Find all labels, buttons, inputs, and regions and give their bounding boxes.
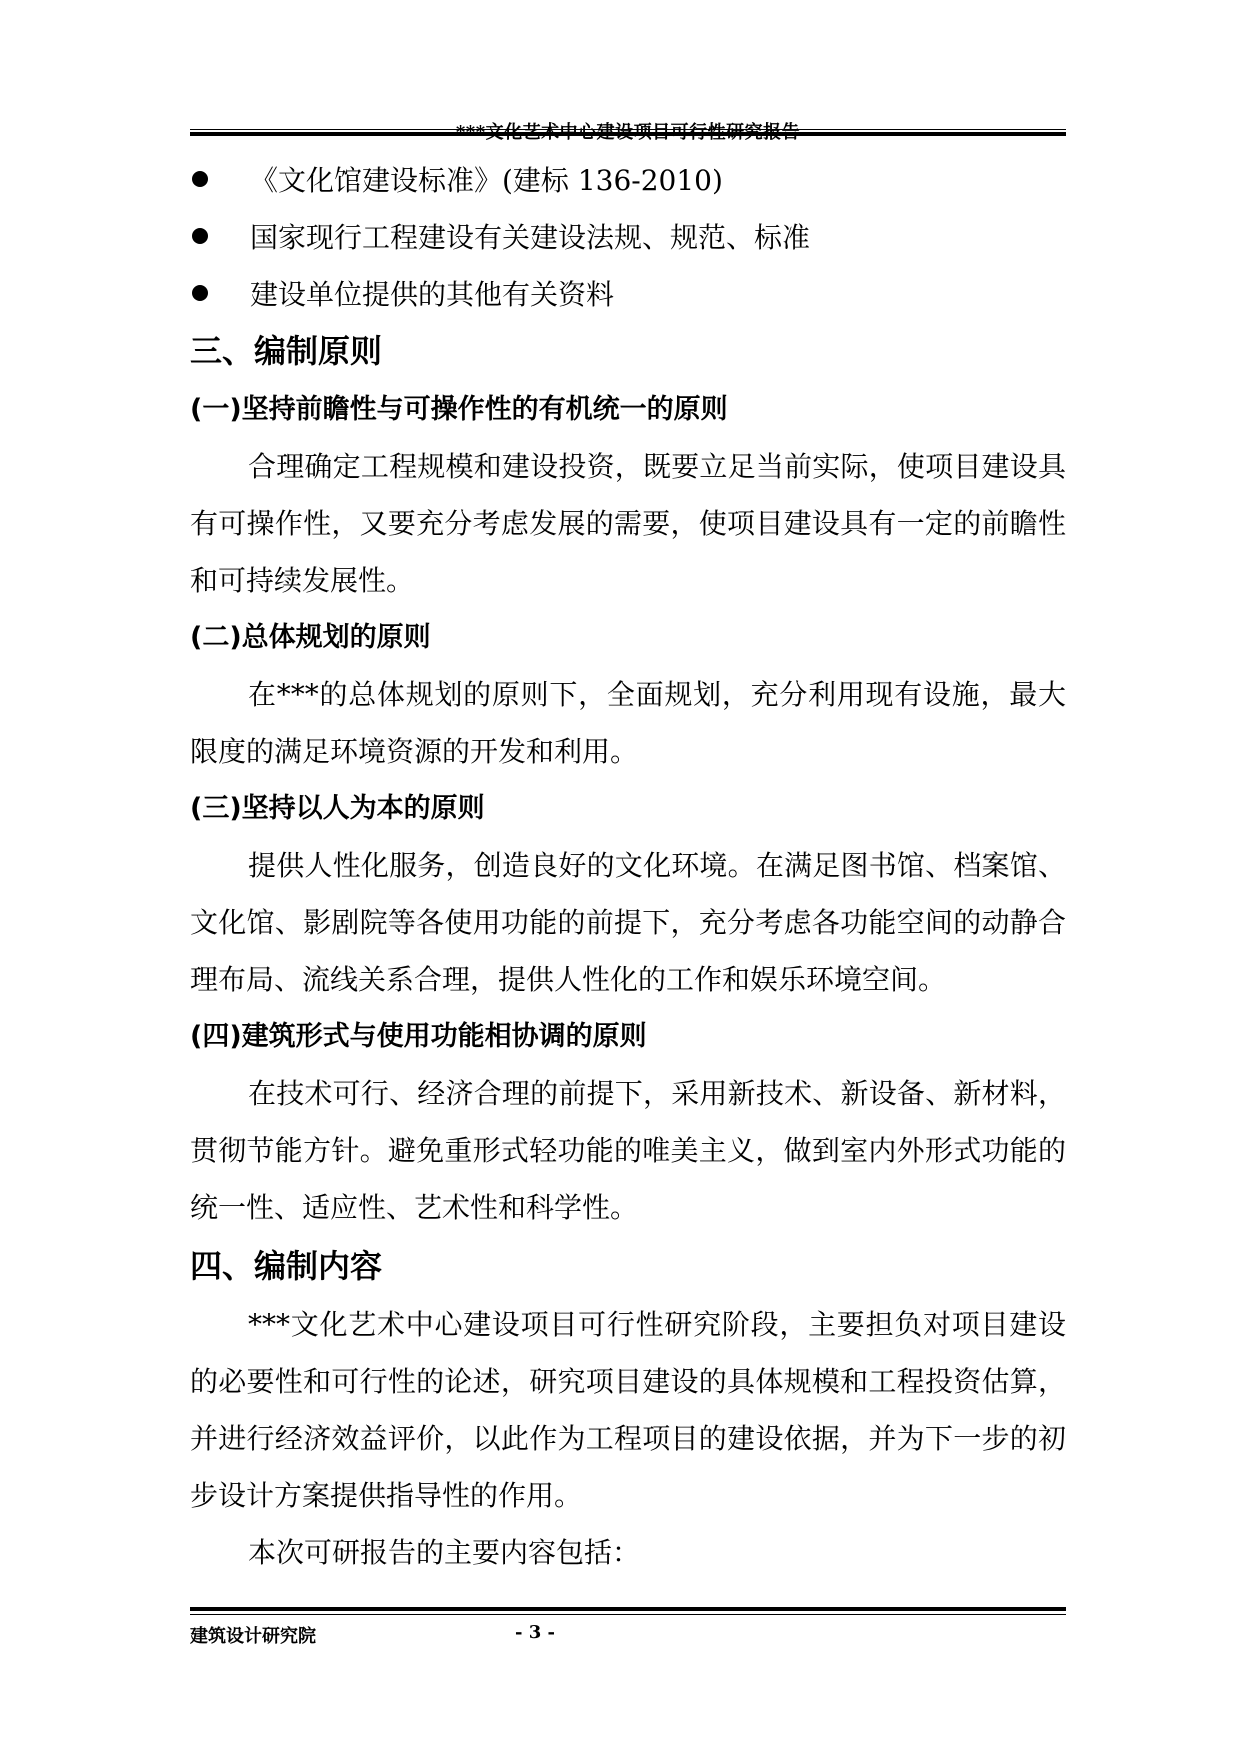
bullet-icon	[192, 171, 208, 187]
subsection-heading: (一)坚持前瞻性与可操作性的有机统一的原则	[190, 394, 728, 425]
paragraph: 提供人性化服务，创造良好的文化环境。在满足图书馆、档案馆、文化馆、影剧院等各使用功能的前提下，充分考虑各功能空间的动静合理布局、流线关系合理，提供人性化的工作和娱乐环境空间。	[190, 849, 1066, 996]
header-rule-thin	[190, 129, 1066, 130]
footer-organization: 建筑设计研究院	[190, 1626, 316, 1647]
list-item-text: 《文化馆建设标准》(建标 136-2010)	[250, 163, 723, 197]
subsection-heading: (二)总体规划的原则	[190, 622, 431, 653]
section-heading: 四、编制内容	[190, 1247, 383, 1285]
list-item-text: 建设单位提供的其他有关资料	[250, 277, 615, 311]
subsection-heading: (三)坚持以人为本的原则	[190, 793, 485, 824]
document-body	[190, 150, 1066, 1581]
page-header-title	[190, 118, 1066, 144]
section-heading: 三、编制原则	[190, 332, 383, 370]
page-number: - 3 -	[515, 1622, 555, 1643]
list-item-text: 国家现行工程建设有关建设法规、规范、标准	[250, 220, 811, 254]
paragraph: 在技术可行、经济合理的前提下，采用新技术、新设备、新材料，贯彻节能方针。避免重形式轻功能的唯美主义，做到室内外形式功能的统一性、适应性、艺术性和科学性。	[190, 1077, 1066, 1224]
footer-rule-thick	[190, 1607, 1066, 1611]
paragraph: 在***的总体规划的原则下，全面规划，充分利用现有设施，最大限度的满足环境资源的开发和利用。	[190, 678, 1066, 768]
footer-rule-thin	[190, 1614, 1066, 1615]
paragraph: 合理确定工程规模和建设投资，既要立足当前实际，使项目建设具有可操作性，又要充分考虑发展的需要，使项目建设具有一定的前瞻性和可持续发展性。	[190, 450, 1066, 597]
bullet-icon	[192, 285, 208, 301]
list-item	[190, 150, 1066, 207]
list-item	[190, 264, 1066, 321]
bullet-icon	[192, 228, 208, 244]
subsection-heading: (四)建筑形式与使用功能相协调的原则	[190, 1021, 647, 1052]
paragraph: 本次可研报告的主要内容包括：	[248, 1536, 641, 1569]
list-item	[190, 207, 1066, 264]
paragraph: ***文化艺术中心建设项目可行性研究阶段，主要担负对项目建设的必要性和可行性的论述，研究项目建设的具体规模和工程投资估算，并进行经济效益评价，以此作为工程项目的建设依据，并为下一步的初步设计方案提供指导性的作用。	[190, 1308, 1066, 1512]
header-rule-thick	[190, 132, 1066, 136]
